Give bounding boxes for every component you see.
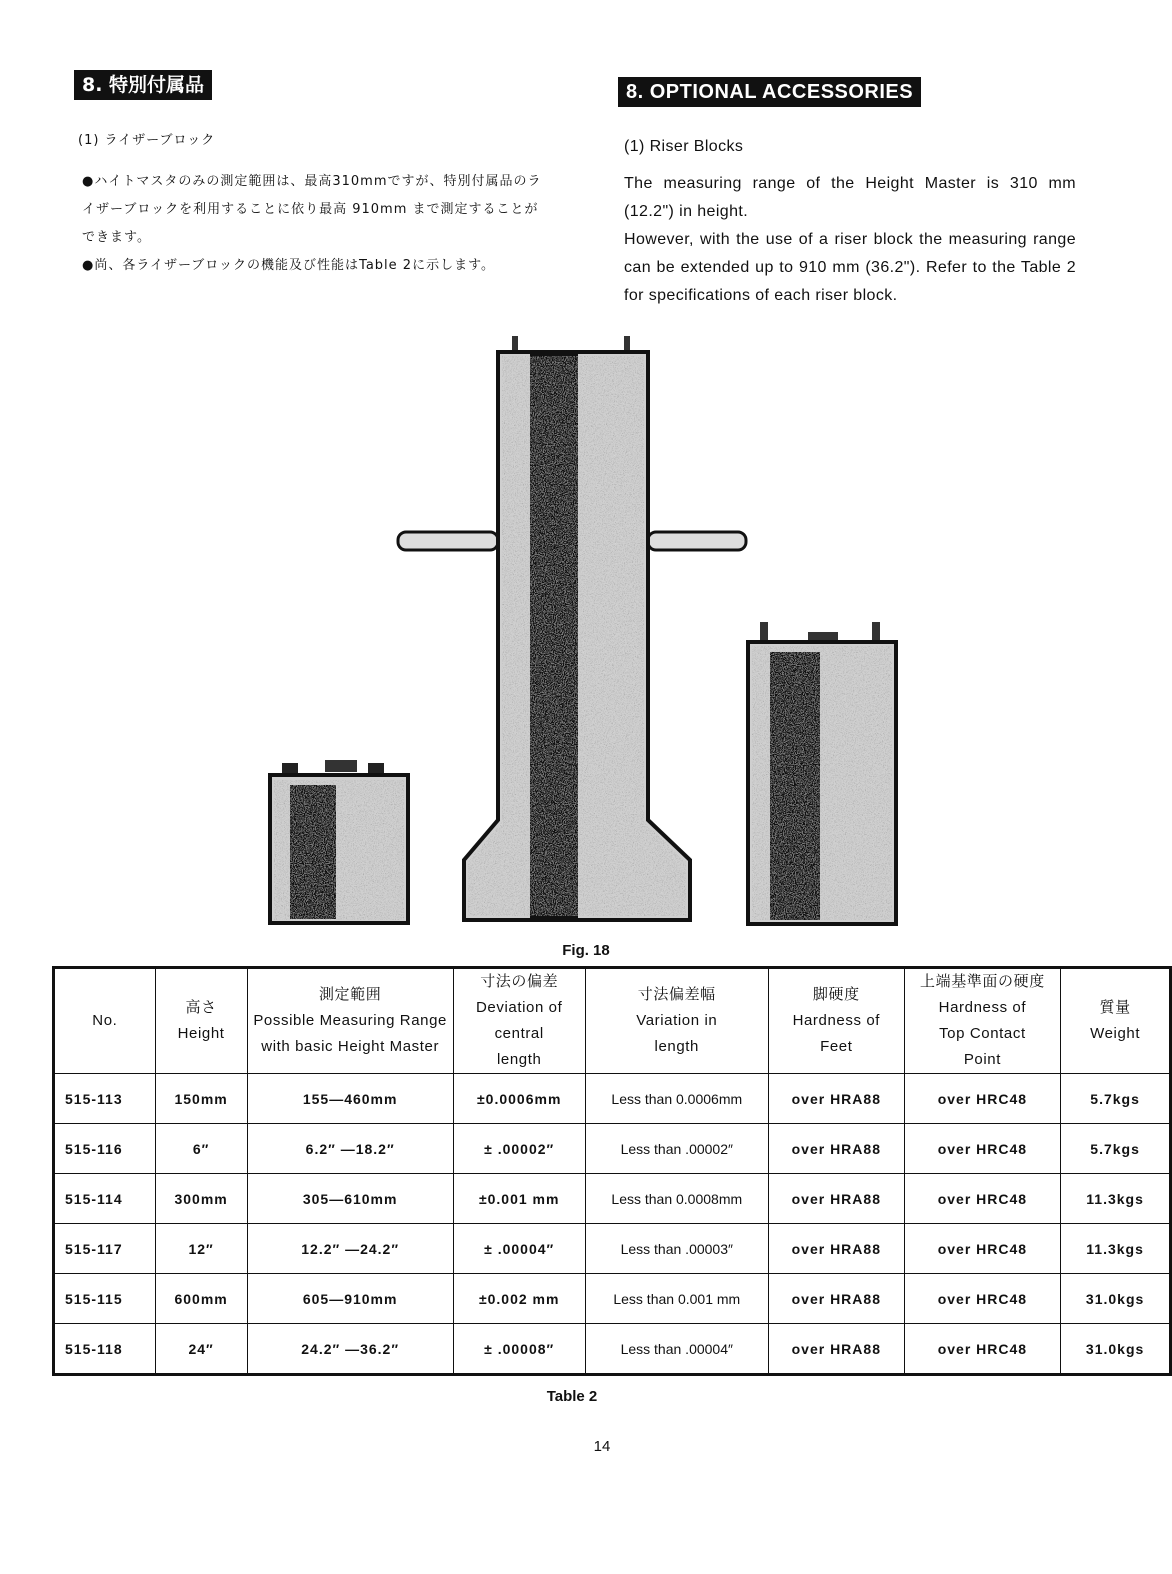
- paragraph-en: [624, 170, 1076, 310]
- table-cell: ±0.002 mm: [453, 1274, 585, 1324]
- column-header: [585, 968, 768, 1074]
- table-cell: 515-114: [54, 1174, 156, 1224]
- table-cell: ± .00008″: [453, 1324, 585, 1375]
- table-cell: over HRA88: [768, 1124, 904, 1174]
- paragraph-en-1: The measuring range of the Height Master is 310 mm (12.2") in height.: [624, 175, 1076, 220]
- table-cell: 5.7kgs: [1061, 1074, 1171, 1124]
- section-heading-jp: 8. 特別付属品: [74, 70, 212, 100]
- column-header-line: 寸法偏差幅: [637, 986, 716, 1003]
- table-cell: 150mm: [155, 1074, 247, 1124]
- table-cell: over HRA88: [768, 1074, 904, 1124]
- table-row: [54, 1324, 1171, 1375]
- table-cell: over HRC48: [904, 1174, 1061, 1224]
- table-cell: 5.7kgs: [1061, 1124, 1171, 1174]
- table-cell: 515-113: [54, 1074, 156, 1124]
- column-header-line: Top Contact: [939, 1025, 1026, 1042]
- column-header-line: Hardness of: [938, 999, 1027, 1016]
- table-cell: ± .00004″: [453, 1224, 585, 1274]
- bullet-jp-2: ●尚、各ライザーブロックの機能及び性能はTable 2に示します。: [82, 258, 496, 273]
- table-row: [54, 1224, 1171, 1274]
- table-cell: over HRC48: [904, 1124, 1061, 1174]
- table-cell: over HRA88: [768, 1174, 904, 1224]
- table-cell: 24.2″ —36.2″: [247, 1324, 453, 1375]
- table-cell: Less than .00003″: [585, 1224, 768, 1274]
- table-cell: 11.3kgs: [1061, 1224, 1171, 1274]
- table-cell: 24″: [155, 1324, 247, 1375]
- section-heading-en: 8. OPTIONAL ACCESSORIES: [618, 77, 921, 107]
- table-cell: 515-116: [54, 1124, 156, 1174]
- table-cell: over HRC48: [904, 1324, 1061, 1375]
- riser-block-small: [270, 760, 408, 923]
- table-cell: 31.0kgs: [1061, 1274, 1171, 1324]
- column-header-line: 質量: [1099, 999, 1131, 1016]
- column-header: [1061, 968, 1171, 1074]
- page-number: 14: [593, 1438, 611, 1455]
- bullet-jp-1: ●ハイトマスタのみの測定範囲は、最高310mmですが、特別付属品のライザーブロックを利用することに依り最高 910mm まで測定することができます。: [82, 174, 542, 245]
- column-header-line: length: [654, 1038, 700, 1055]
- table-row: [54, 1124, 1171, 1174]
- column-header-line: 寸法の偏差: [480, 973, 559, 990]
- table-cell: over HRC48: [904, 1074, 1061, 1124]
- table-cell: 6.2″ —18.2″: [247, 1124, 453, 1174]
- table-cell: ±0.001 mm: [453, 1174, 585, 1224]
- table-cell: over HRC48: [904, 1224, 1061, 1274]
- table-cell: 155—460mm: [247, 1074, 453, 1124]
- table-cell: 605—910mm: [247, 1274, 453, 1324]
- figure-caption: Fig. 18: [562, 942, 610, 959]
- column-header-line: Variation in: [636, 1012, 718, 1029]
- table-cell: Less than 0.0008mm: [585, 1174, 768, 1224]
- column-header-line: Deviation of: [475, 999, 563, 1016]
- column-header-line: Point: [963, 1051, 1002, 1068]
- table-cell: ± .00002″: [453, 1124, 585, 1174]
- table-cell: 31.0kgs: [1061, 1324, 1171, 1375]
- column-header: [768, 968, 904, 1074]
- riser-block-tall: [398, 336, 746, 920]
- table-cell: 305—610mm: [247, 1174, 453, 1224]
- table-cell: over HRA88: [768, 1274, 904, 1324]
- column-header: [54, 968, 156, 1074]
- specifications-table: [52, 966, 1172, 1376]
- table-body: [54, 1074, 1171, 1375]
- paragraph-en-2: However, with the use of a riser block the measuring range can be extended up to 910 mm (36.2"). Refer to the Table 2 for specifications of each riser block.: [624, 231, 1076, 304]
- column-header: [155, 968, 247, 1074]
- table-cell: 600mm: [155, 1274, 247, 1324]
- column-header-line: 高さ: [185, 999, 217, 1016]
- column-header-line: Feet: [820, 1038, 853, 1055]
- table-cell: Less than 0.001 mm: [585, 1274, 768, 1324]
- column-header-line: 上端基準面の硬度: [920, 973, 1045, 990]
- column-header-line: central: [494, 1025, 544, 1042]
- column-header-line: Hardness of: [792, 1012, 881, 1029]
- table-cell: 6″: [155, 1124, 247, 1174]
- column-header-line: Possible Measuring Range: [253, 1012, 447, 1029]
- table-cell: 515-115: [54, 1274, 156, 1324]
- table-cell: 12″: [155, 1224, 247, 1274]
- column-header: [247, 968, 453, 1074]
- column-header: [904, 968, 1061, 1074]
- table-cell: Less than 0.0006mm: [585, 1074, 768, 1124]
- riser-block-medium: [748, 622, 896, 924]
- column-header-line: 測定範囲: [318, 986, 382, 1003]
- table-cell: 12.2″ —24.2″: [247, 1224, 453, 1274]
- column-header-line: 脚硬度: [812, 986, 860, 1003]
- riser-blocks-photo: [260, 330, 900, 930]
- table-cell: over HRA88: [768, 1224, 904, 1274]
- table-cell: 515-118: [54, 1324, 156, 1375]
- column-header: [453, 968, 585, 1074]
- table-cell: ±0.0006mm: [453, 1074, 585, 1124]
- subheading-en: (1) Riser Blocks: [624, 138, 744, 155]
- table-cell: 515-117: [54, 1224, 156, 1274]
- column-header-line: Weight: [1090, 1025, 1141, 1042]
- table-cell: over HRA88: [768, 1324, 904, 1375]
- table-row: [54, 1274, 1171, 1324]
- table-cell: over HRC48: [904, 1274, 1061, 1324]
- column-header-line: No.: [92, 1012, 118, 1029]
- column-header-line: Height: [177, 1025, 225, 1042]
- table-cell: 11.3kgs: [1061, 1174, 1171, 1224]
- table-cell: Less than .00002″: [585, 1124, 768, 1174]
- table-cell: Less than .00004″: [585, 1324, 768, 1375]
- table-caption: Table 2: [546, 1388, 598, 1405]
- table-row: [54, 1074, 1171, 1124]
- table-header-row: [54, 968, 1171, 1074]
- column-header-line: length: [496, 1051, 542, 1068]
- table-cell: 300mm: [155, 1174, 247, 1224]
- column-header-line: with basic Height Master: [261, 1038, 440, 1055]
- table-row: [54, 1174, 1171, 1224]
- subheading-jp: (1) ライザーブロック: [78, 133, 216, 148]
